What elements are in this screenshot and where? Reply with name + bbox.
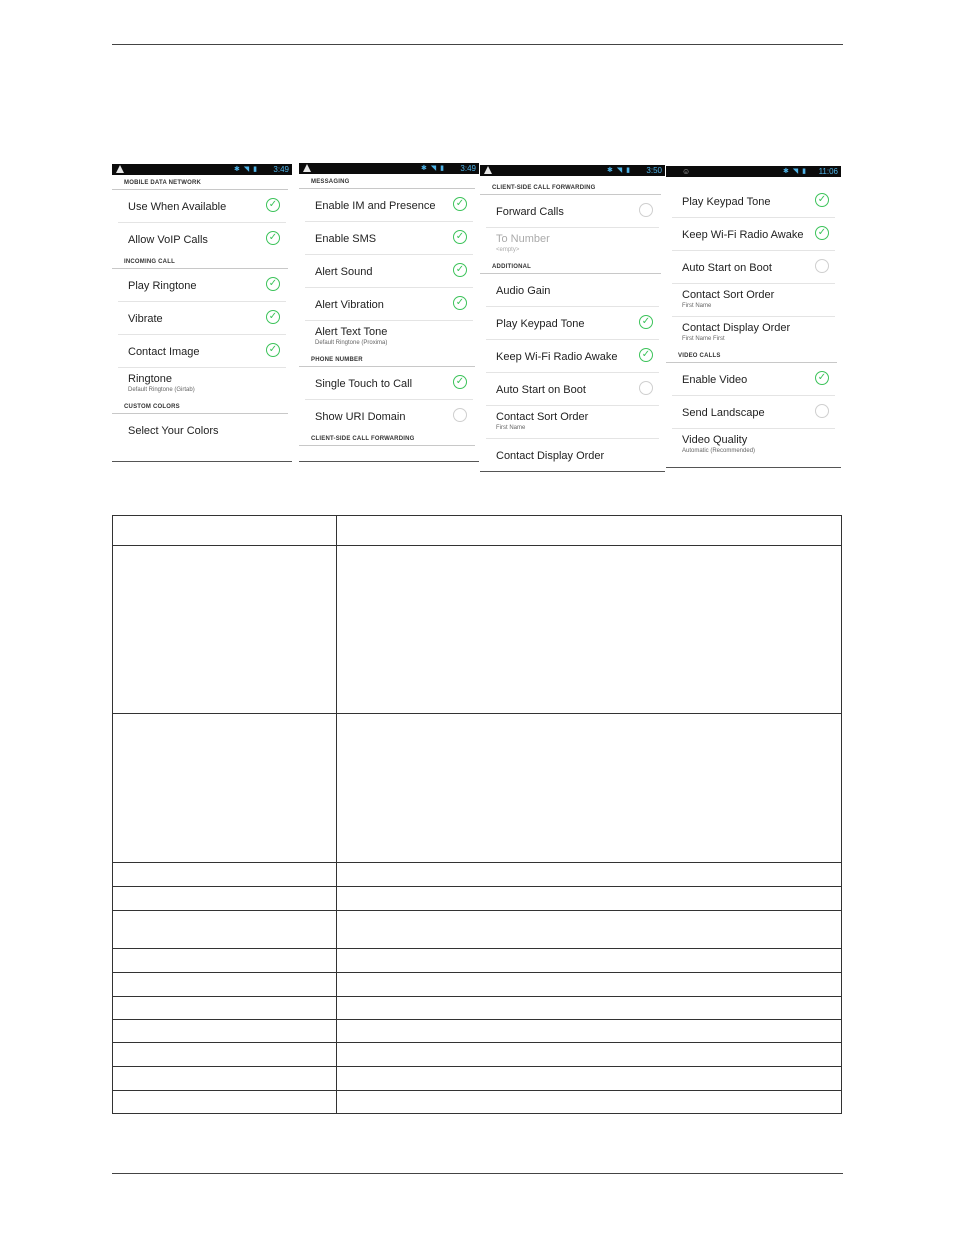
setting-auto-start-on-boot[interactable] xyxy=(486,373,659,406)
setting-video-quality[interactable] xyxy=(672,429,835,462)
setting-label: Alert Text Tone xyxy=(315,326,388,338)
setting-auto-start-on-boot[interactable] xyxy=(672,251,835,284)
table-row xyxy=(113,949,842,973)
checkmark-icon[interactable]: ✓ xyxy=(453,375,467,389)
setting-label: Send Landscape xyxy=(682,407,765,419)
checkmark-icon[interactable]: ✓ xyxy=(639,315,653,329)
settings-description-table xyxy=(112,515,842,1114)
settings-screen-2 xyxy=(299,163,479,464)
status-time: 3:49 xyxy=(273,165,289,174)
setting-enable-sms[interactable] xyxy=(305,222,473,255)
android-icon: ☺ xyxy=(682,167,691,176)
screen-bottom-edge xyxy=(112,461,292,462)
setting-label: Single Touch to Call xyxy=(315,378,413,390)
table-row xyxy=(113,887,842,911)
status-bar xyxy=(112,164,292,175)
setting-label: Contact Sort Order xyxy=(496,411,589,423)
status-time: 11:06 xyxy=(818,167,838,176)
setting-allow-voip-calls[interactable] xyxy=(118,223,286,256)
table-row xyxy=(113,973,842,997)
setting-select-your-colors[interactable] xyxy=(118,414,286,447)
setting-summary: Automatic (Recommended) xyxy=(682,448,756,454)
setting-ringtone[interactable] xyxy=(118,368,286,401)
screen-bottom-edge xyxy=(299,461,479,462)
setting-alert-sound[interactable] xyxy=(305,255,473,288)
table-row xyxy=(113,997,842,1020)
status-time: 3:50 xyxy=(646,166,662,175)
setting-label: Keep Wi-Fi Radio Awake xyxy=(496,351,618,363)
warning-icon xyxy=(484,166,492,174)
setting-summary: <empty> xyxy=(496,247,520,253)
status-icons: ✱ ◥ ▮ xyxy=(607,167,631,174)
setting-contact-display-order[interactable] xyxy=(672,317,835,350)
setting-label: Auto Start on Boot xyxy=(682,262,772,274)
setting-label: Alert Sound xyxy=(315,266,373,278)
screen-bottom-edge xyxy=(666,467,841,468)
table-row xyxy=(113,1043,842,1067)
unchecked-circle-icon[interactable] xyxy=(453,408,467,422)
settings-screen-3 xyxy=(480,165,665,473)
checkmark-icon[interactable]: ✓ xyxy=(453,197,467,211)
table-header-row xyxy=(113,516,842,546)
section-header-mobile-data-network: MOBILE DATA NETWORK xyxy=(112,177,288,190)
setting-show-uri-domain[interactable] xyxy=(305,400,473,433)
checkmark-icon[interactable]: ✓ xyxy=(815,193,829,207)
setting-label: Audio Gain xyxy=(496,285,551,297)
checkmark-icon[interactable]: ✓ xyxy=(266,277,280,291)
settings-screen-1 xyxy=(112,164,292,464)
table-row xyxy=(113,714,842,863)
settings-list xyxy=(112,177,292,447)
section-header-video-calls: VIDEO CALLS xyxy=(666,350,837,363)
unchecked-circle-icon[interactable] xyxy=(815,404,829,418)
checkmark-icon[interactable]: ✓ xyxy=(453,230,467,244)
settings-screen-4 xyxy=(666,166,841,469)
table-row xyxy=(113,911,842,949)
setting-contact-sort-order[interactable] xyxy=(486,406,659,439)
setting-use-when-available[interactable] xyxy=(118,190,286,223)
settings-list xyxy=(480,182,665,472)
setting-contact-display-order[interactable] xyxy=(486,439,659,472)
setting-vibrate[interactable] xyxy=(118,302,286,335)
settings-list xyxy=(299,176,479,446)
warning-icon xyxy=(116,165,124,173)
section-header-client-side-call-forwarding: CLIENT-SIDE CALL FORWARDING xyxy=(299,433,475,446)
setting-alert-vibration[interactable] xyxy=(305,288,473,321)
setting-to-number xyxy=(486,228,659,261)
checkmark-icon[interactable]: ✓ xyxy=(266,231,280,245)
settings-list xyxy=(666,185,841,462)
setting-play-keypad-tone[interactable] xyxy=(672,185,835,218)
status-bar xyxy=(480,165,665,176)
bottom-rule xyxy=(112,1173,843,1174)
setting-label: Use When Available xyxy=(128,201,227,213)
setting-label: Forward Calls xyxy=(496,206,564,218)
setting-keep-wi-fi-radio-awake[interactable] xyxy=(672,218,835,251)
table-row xyxy=(113,1020,842,1043)
warning-icon xyxy=(303,164,311,172)
setting-label: Select Your Colors xyxy=(128,425,219,437)
table-row xyxy=(113,863,842,887)
checkmark-icon[interactable]: ✓ xyxy=(815,226,829,240)
table-row xyxy=(113,1091,842,1114)
setting-summary: First Name First xyxy=(682,336,725,342)
checkmark-icon[interactable]: ✓ xyxy=(266,198,280,212)
section-header-messaging: MESSAGING xyxy=(299,176,475,189)
setting-label: Show URI Domain xyxy=(315,411,406,423)
status-icons: ✱ ◥ ▮ xyxy=(234,166,258,173)
setting-label: Enable IM and Presence xyxy=(315,200,436,212)
checkmark-icon[interactable]: ✓ xyxy=(453,296,467,310)
section-header-client-side-call-forwarding: CLIENT-SIDE CALL FORWARDING xyxy=(480,182,661,195)
setting-label: Ringtone xyxy=(128,373,173,385)
setting-single-touch-to-call[interactable] xyxy=(305,367,473,400)
setting-label: To Number xyxy=(496,233,550,245)
setting-audio-gain[interactable] xyxy=(486,274,659,307)
setting-summary: First Name xyxy=(496,425,526,431)
unchecked-circle-icon[interactable] xyxy=(639,203,653,217)
setting-enable-video[interactable] xyxy=(672,363,835,396)
checkmark-icon[interactable]: ✓ xyxy=(266,343,280,357)
setting-label: Allow VoIP Calls xyxy=(128,234,208,246)
setting-enable-im-and-presence[interactable] xyxy=(305,189,473,222)
section-header-additional: ADDITIONAL xyxy=(480,261,661,274)
setting-summary: Default Ringtone (Proxima) xyxy=(315,340,388,346)
setting-keep-wi-fi-radio-awake[interactable] xyxy=(486,340,659,373)
status-bar xyxy=(299,163,479,174)
setting-summary: First Name xyxy=(682,303,712,309)
status-icons: ✱ ◥ ▮ xyxy=(421,165,445,172)
setting-alert-text-tone[interactable] xyxy=(305,321,473,354)
checkmark-icon[interactable]: ✓ xyxy=(266,310,280,324)
checkmark-icon[interactable]: ✓ xyxy=(815,371,829,385)
setting-contact-sort-order[interactable] xyxy=(672,284,835,317)
setting-play-ringtone[interactable] xyxy=(118,269,286,302)
section-header-incoming-call: INCOMING CALL xyxy=(112,256,288,269)
setting-label: Play Keypad Tone xyxy=(682,196,771,208)
setting-label: Play Keypad Tone xyxy=(496,318,585,330)
setting-label: Contact Sort Order xyxy=(682,289,775,301)
status-icons: ✱ ◥ ▮ xyxy=(783,168,807,175)
setting-label: Keep Wi-Fi Radio Awake xyxy=(682,229,804,241)
section-header-phone-number: PHONE NUMBER xyxy=(299,354,475,367)
setting-label: Play Ringtone xyxy=(128,280,197,292)
setting-play-keypad-tone[interactable] xyxy=(486,307,659,340)
setting-label: Alert Vibration xyxy=(315,299,384,311)
status-bar xyxy=(666,166,841,177)
section-header-custom-colors: CUSTOM COLORS xyxy=(112,401,288,414)
setting-label: Vibrate xyxy=(128,313,163,325)
unchecked-circle-icon[interactable] xyxy=(639,381,653,395)
setting-forward-calls[interactable] xyxy=(486,195,659,228)
setting-label: Contact Display Order xyxy=(682,322,791,334)
status-time: 3:49 xyxy=(460,164,476,173)
setting-label: Enable Video xyxy=(682,374,748,386)
top-rule xyxy=(112,44,843,45)
table-row xyxy=(113,546,842,714)
unchecked-circle-icon[interactable] xyxy=(815,259,829,273)
checkmark-icon[interactable]: ✓ xyxy=(639,348,653,362)
setting-label: Contact Image xyxy=(128,346,200,358)
setting-send-landscape[interactable] xyxy=(672,396,835,429)
setting-label: Video Quality xyxy=(682,434,748,446)
table-row xyxy=(113,1067,842,1091)
setting-summary: Default Ringtone (Girtab) xyxy=(128,387,195,393)
setting-contact-image[interactable] xyxy=(118,335,286,368)
setting-label: Auto Start on Boot xyxy=(496,384,586,396)
checkmark-icon[interactable]: ✓ xyxy=(453,263,467,277)
setting-label: Contact Display Order xyxy=(496,450,605,462)
setting-label: Enable SMS xyxy=(315,233,377,245)
screen-bottom-edge xyxy=(480,471,665,472)
